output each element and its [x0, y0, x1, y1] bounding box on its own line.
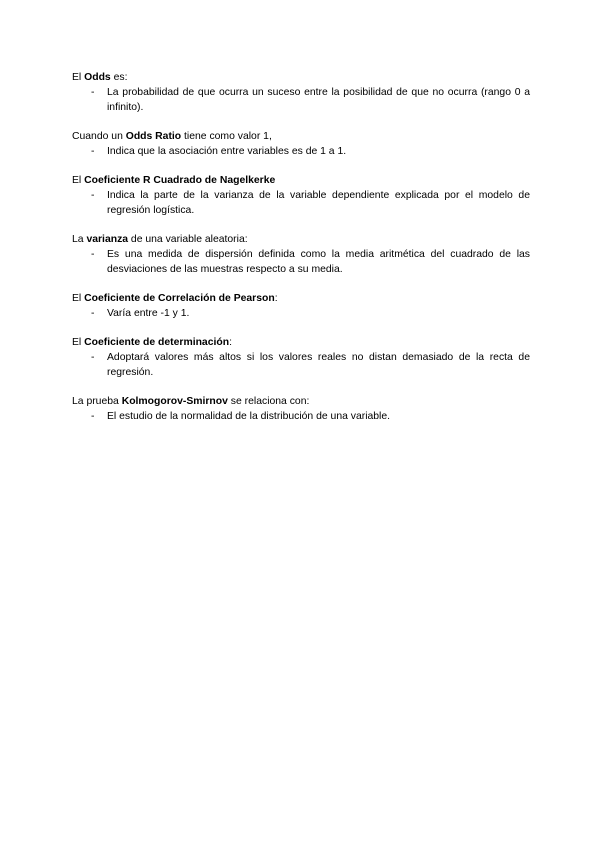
- section-odds-ratio: [72, 129, 530, 159]
- section-heading: El Coeficiente de Correlación de Pearson:: [72, 293, 278, 304]
- list-item: [72, 409, 530, 424]
- bullet-text: Adoptará valores más altos si los valores reales no distan demasiado de la recta de regresión.: [107, 352, 530, 378]
- term-bold: Coeficiente R Cuadrado de Nagelkerke: [84, 175, 276, 186]
- list-item: [72, 188, 530, 218]
- section-varianza: [72, 232, 530, 277]
- section-heading: Cuando un Odds Ratio tiene como valor 1,: [72, 131, 272, 142]
- document-page: [72, 70, 530, 438]
- bullet-marker: -: [91, 352, 95, 363]
- section-heading: La prueba Kolmogorov-Smirnov se relaciona con:: [72, 396, 310, 407]
- bullet-text: El estudio de la normalidad de la distribución de una variable.: [107, 411, 391, 422]
- section-odds: [72, 70, 530, 115]
- bullet-marker: -: [91, 146, 95, 157]
- bullet-marker: -: [91, 249, 95, 260]
- term-bold: varianza: [86, 234, 129, 245]
- section-heading: El Coeficiente de determinación:: [72, 337, 232, 348]
- bullet-marker: -: [91, 411, 95, 422]
- term-bold: Odds: [84, 72, 111, 83]
- list-item: [72, 247, 530, 277]
- section-kolmogorov: [72, 394, 530, 424]
- bullet-text: La probabilidad de que ocurra un suceso entre la posibilidad de que no ocurra (rango 0 a infinito).: [107, 87, 530, 113]
- bullet-marker: -: [91, 87, 95, 98]
- list-item: [72, 144, 530, 159]
- term-bold: Coeficiente de determinación: [84, 337, 230, 348]
- term-bold: Coeficiente de Correlación de Pearson: [84, 293, 275, 304]
- term-bold: Odds Ratio: [125, 131, 182, 142]
- bullet-text: Varía entre -1 y 1.: [107, 308, 190, 319]
- section-heading: El Coeficiente R Cuadrado de Nagelkerke: [72, 175, 276, 186]
- section-heading: El Odds es:: [72, 72, 128, 83]
- bullet-marker: -: [91, 190, 95, 201]
- section-nagelkerke: [72, 173, 530, 218]
- list-item: [72, 306, 530, 321]
- list-item: [72, 350, 530, 380]
- section-determinacion: [72, 335, 530, 380]
- section-pearson: [72, 291, 530, 321]
- section-heading: La varianza de una variable aleatoria:: [72, 234, 248, 245]
- bullet-text: Es una medida de dispersión definida como la media aritmética del cuadrado de las desviaciones de las muestras respecto a su media.: [107, 249, 530, 275]
- term-bold: Kolmogorov-Smirnov: [121, 396, 228, 407]
- bullet-text: Indica que la asociación entre variables es de 1 a 1.: [107, 146, 347, 157]
- list-item: [72, 85, 530, 115]
- bullet-text: Indica la parte de la varianza de la variable dependiente explicada por el modelo de regresión logística.: [107, 190, 530, 216]
- bullet-marker: -: [91, 308, 95, 319]
